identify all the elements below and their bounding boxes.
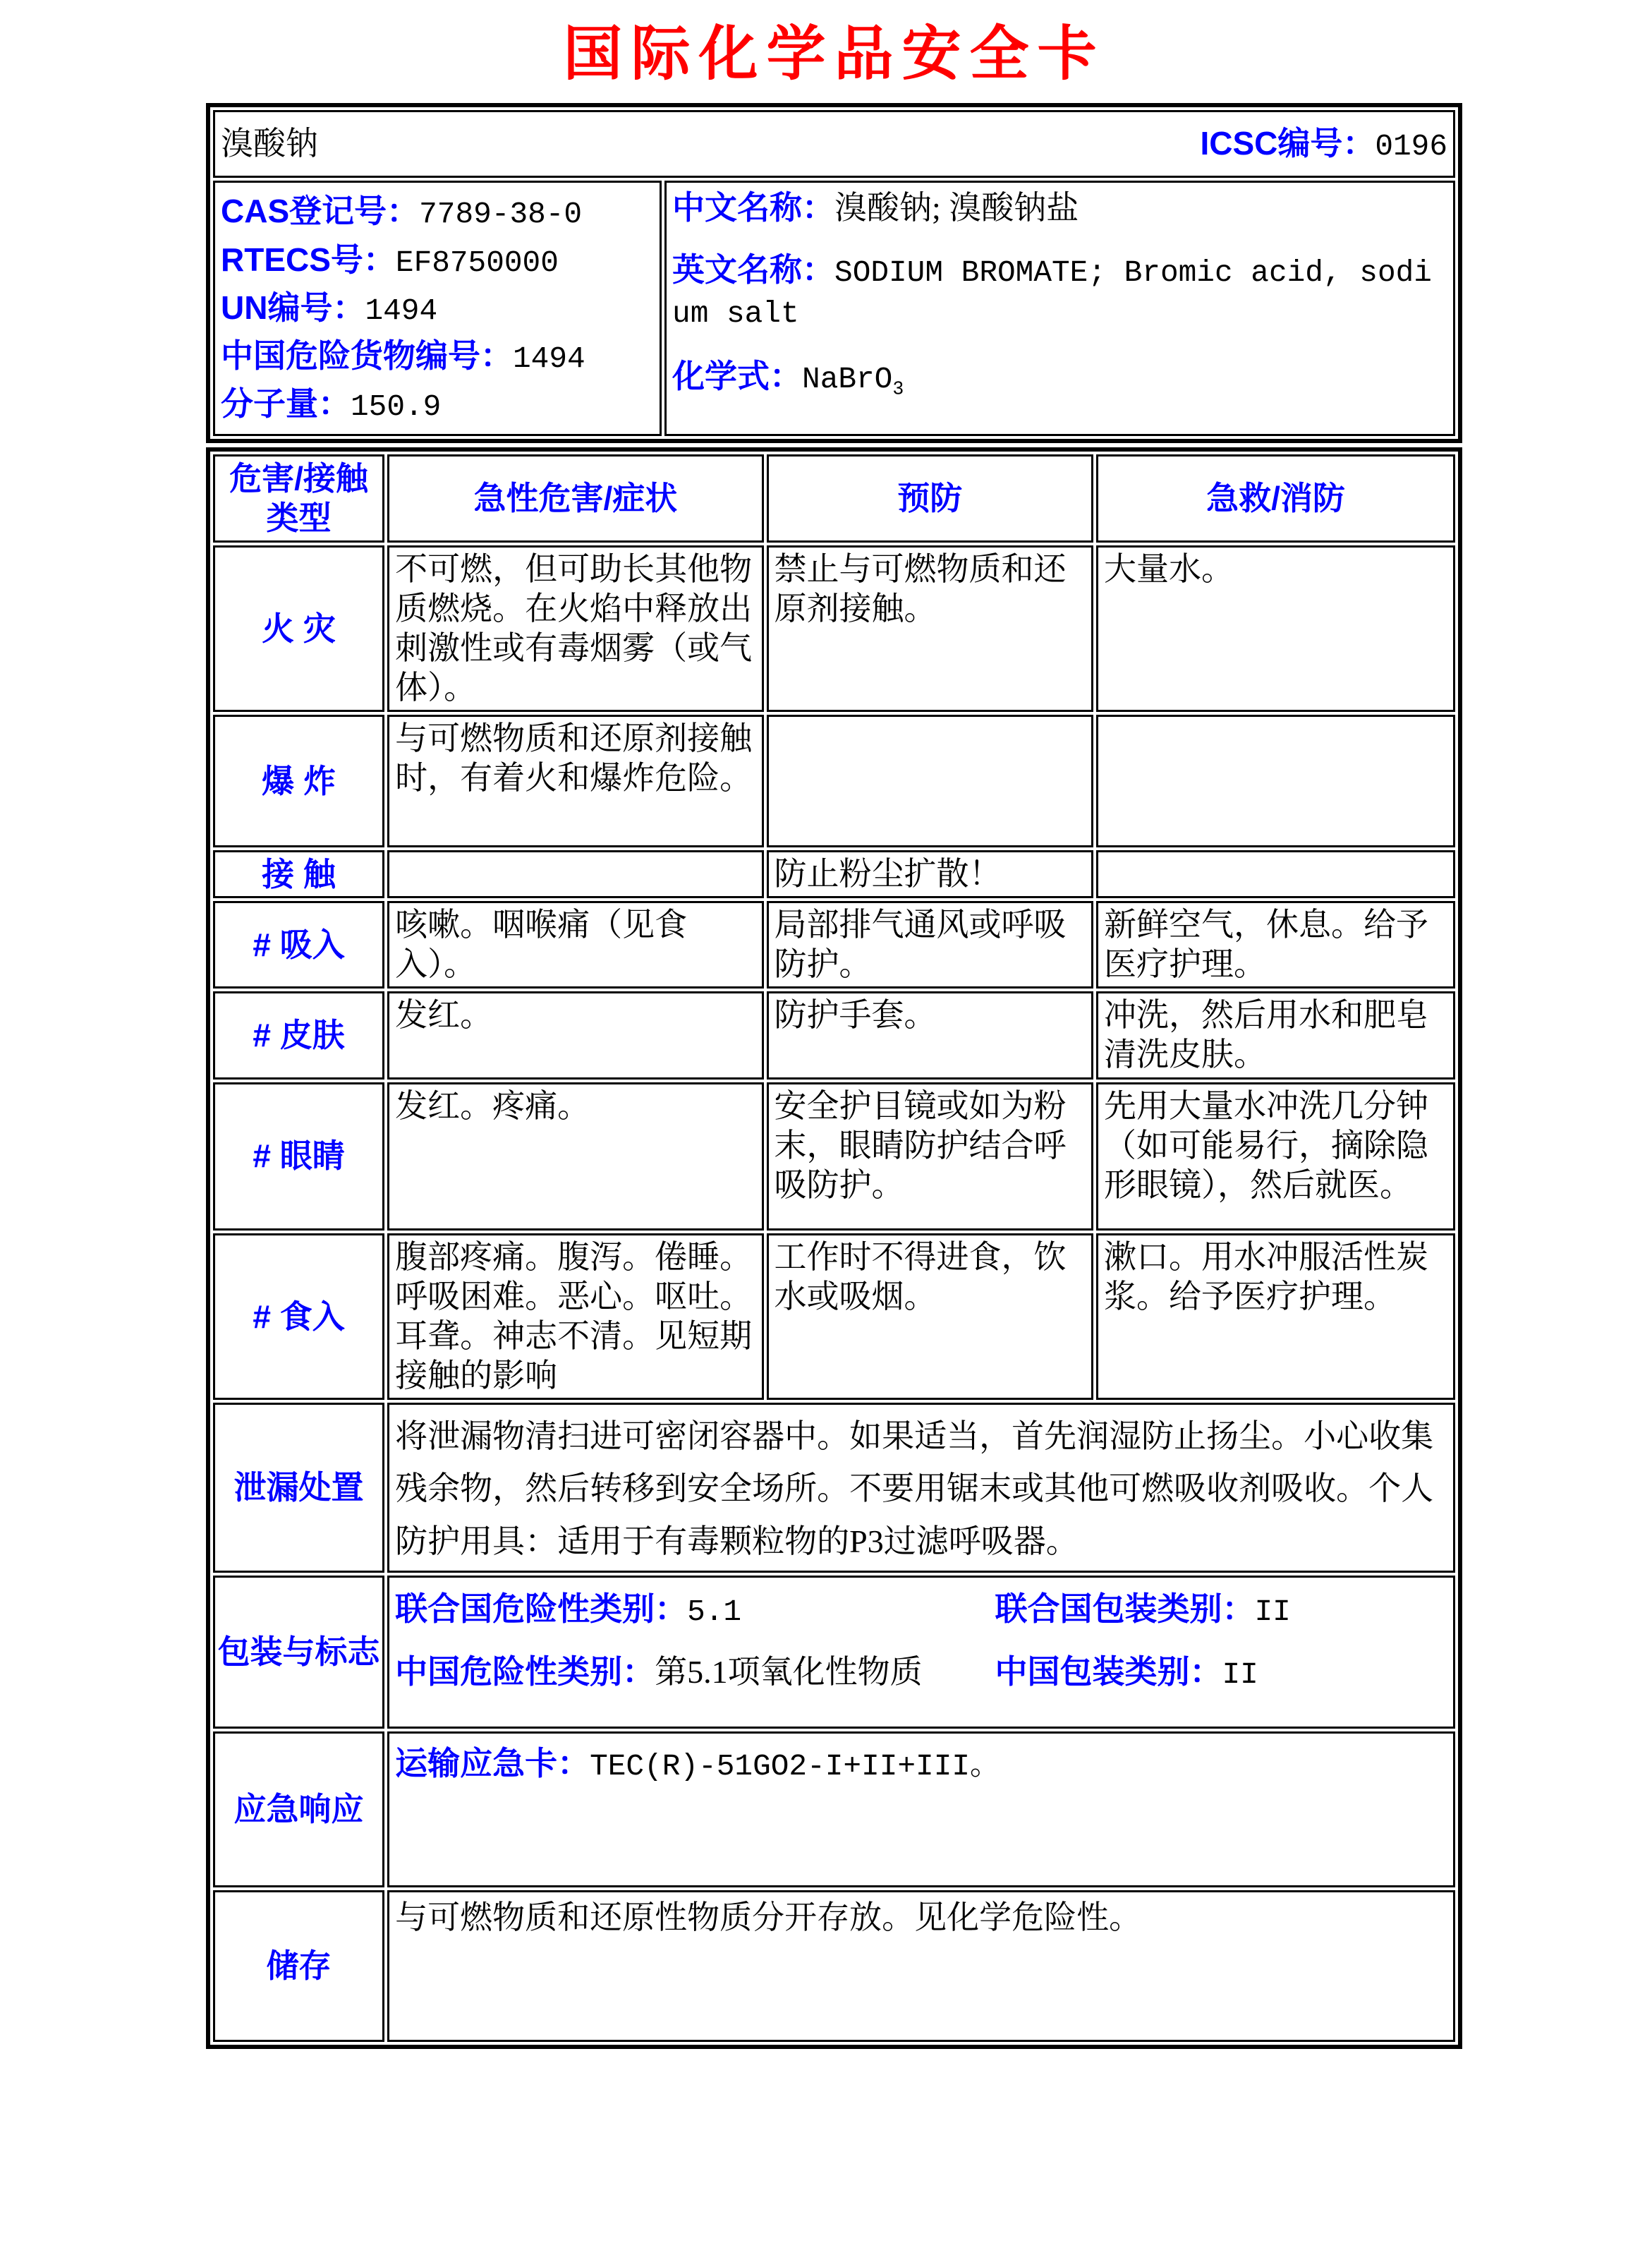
skin-row (213, 991, 1455, 1079)
name-cell (213, 110, 1455, 178)
exposure-first-aid (1096, 850, 1455, 898)
exposure-prevention: 防止粉尘扩散！ (767, 850, 1093, 898)
skin-first-aid: 冲洗，然后用水和肥皂清洗皮肤。 (1096, 991, 1455, 1079)
ingestion-label: # 食入 (213, 1233, 384, 1400)
inhalation-prevention: 局部排气通风或呼吸防护。 (767, 901, 1093, 989)
header-first-aid: 急救/消防 (1096, 454, 1455, 542)
un-packing-group-value: II (1254, 1594, 1291, 1629)
header-hazard-type: 危害/接触 类型 (213, 454, 384, 542)
ingestion-prevention: 工作时不得进食，饮水或吸烟。 (767, 1233, 1093, 1400)
fire-first-aid: 大量水。 (1096, 545, 1455, 712)
rtecs-number (221, 240, 654, 282)
registry-numbers-cell (213, 181, 662, 436)
chinese-name (672, 188, 1447, 228)
hazard-table-header-row (213, 454, 1455, 542)
emergency-response-cell (387, 1731, 1455, 1887)
storage-text: 与可燃物质和还原性物质分开存放。见化学危险性。 (387, 1890, 1455, 2042)
cn-hazard-class-label: 中国危险性类别： (395, 1652, 655, 1690)
un-number (221, 288, 654, 330)
fire-prevention: 禁止与可燃物质和还原剂接触。 (767, 545, 1093, 712)
exposure-label: 接 触 (213, 850, 384, 898)
fire-row (213, 545, 1455, 712)
packaging-labelling-cell (387, 1576, 1455, 1729)
page-title: 国际化学品安全卡 (563, 20, 1105, 87)
icsc-number-value: 0196 (1375, 128, 1447, 164)
explosion-prevention (767, 715, 1093, 847)
cas-number (221, 191, 654, 233)
spill-disposal-text: 将泄漏物清扫进可密闭容器中。如果适当，首先润湿防止扬尘。小心收集残余物，然后转移到安全场所。不要用锯末或其他可燃吸收剂吸收。个人防护用具：适用于有毒颗粒物的P3过滤呼吸器。 (387, 1403, 1455, 1573)
rtecs-number-value: EF8750000 (395, 245, 559, 280)
spill-disposal-row (213, 1403, 1455, 1573)
explosion-row (213, 715, 1455, 847)
cn-packing-group-label: 中国包装类别： (995, 1652, 1222, 1690)
cn-hazard-class (395, 1652, 995, 1693)
eyes-row (213, 1082, 1455, 1231)
icsc-number (1200, 123, 1447, 165)
inhalation-row (213, 901, 1455, 989)
emergency-response-label: 应急响应 (213, 1731, 384, 1887)
fire-symptoms: 不可燃，但可助长其他物质燃烧。在火焰中释放出刺激性或有毒烟雾（或气体）。 (387, 545, 763, 712)
chemical-identification-table (206, 103, 1462, 443)
china-dangerous-goods-number (221, 336, 654, 377)
name-row (213, 110, 1455, 178)
chinese-name-value: 溴酸钠; 溴酸钠盐 (834, 190, 1079, 226)
hazard-table (206, 447, 1462, 2048)
eyes-first-aid: 先用大量水冲洗几分钟（如可能易行，摘除隐形眼镜），然后就医。 (1096, 1082, 1455, 1231)
cn-classification-line (395, 1652, 1447, 1693)
emergency-response-row (213, 1731, 1455, 1887)
english-name (672, 250, 1447, 332)
explosion-symptoms: 与可燃物质和还原剂接触时，有着火和爆炸危险。 (387, 715, 763, 847)
fire-label: 火 灾 (213, 545, 384, 712)
eyes-label: # 眼睛 (213, 1082, 384, 1231)
un-packing-group (995, 1589, 1290, 1631)
molecular-weight (221, 384, 654, 425)
skin-symptoms: 发红。 (387, 991, 763, 1079)
header-acute-hazards: 急性危害/症状 (387, 454, 763, 542)
chemical-name: 溴酸钠 (221, 126, 318, 162)
exposure-row (213, 850, 1455, 898)
english-name-value: SODIUM BROMATE; Bromic acid, sodium salt (672, 255, 1432, 331)
chinese-name-label: 中文名称： (672, 189, 835, 226)
chemical-formula (672, 356, 1447, 401)
cn-packing-group (995, 1652, 1258, 1693)
cn-hazard-class-value: 第5.1项氧化性物质 (655, 1653, 923, 1690)
explosion-first-aid (1096, 715, 1455, 847)
cas-number-value: 7789-38-0 (419, 197, 583, 232)
skin-prevention: 防护手套。 (767, 991, 1093, 1079)
icsc-card-page (206, 0, 1462, 2049)
packaging-labelling-row (213, 1576, 1455, 1729)
skin-label: # 皮肤 (213, 991, 384, 1079)
transport-emergency-card-value: TEC(R)-51GO2-I+II+III。 (590, 1748, 1000, 1784)
molecular-weight-label: 分子量： (221, 385, 351, 423)
cn-packing-group-value: II (1222, 1657, 1258, 1692)
molecular-weight-value: 150.9 (351, 389, 442, 425)
un-classification-line (395, 1589, 1447, 1631)
rtecs-number-label: RTECS号： (221, 241, 396, 278)
chemical-formula-label: 化学式： (672, 357, 803, 394)
ingestion-symptoms: 腹部疼痛。腹泻。倦睡。呼吸困难。恶心。呕吐。耳聋。神志不清。见短期接触的影响 (387, 1233, 763, 1400)
inhalation-first-aid: 新鲜空气，休息。给予医疗护理。 (1096, 901, 1455, 989)
transport-emergency-card-label: 运输应急卡： (395, 1744, 590, 1782)
china-dangerous-goods-number-label: 中国危险货物编号： (221, 337, 513, 374)
cas-number-label: CAS登记号： (221, 193, 420, 230)
icsc-number-label: ICSC编号： (1200, 124, 1375, 162)
un-hazard-class-value: 5.1 (687, 1594, 742, 1629)
eyes-symptoms: 发红。疼痛。 (387, 1082, 763, 1231)
header-prevention: 预防 (767, 454, 1093, 542)
un-hazard-class-label: 联合国危险性类别： (395, 1590, 688, 1627)
eyes-prevention: 安全护目镜或如为粉末，眼睛防护结合呼吸防护。 (767, 1082, 1093, 1231)
ingestion-first-aid: 漱口。用水冲服活性炭浆。给予医疗护理。 (1096, 1233, 1455, 1400)
un-packing-group-label: 联合国包装类别： (995, 1590, 1255, 1627)
un-hazard-class (395, 1589, 995, 1631)
exposure-symptoms (387, 850, 763, 898)
un-number-value: 1494 (365, 293, 438, 328)
ingestion-row (213, 1233, 1455, 1400)
inhalation-label: # 吸入 (213, 901, 384, 989)
un-number-label: UN编号： (221, 289, 365, 326)
storage-label: 储存 (213, 1890, 384, 2042)
explosion-label: 爆 炸 (213, 715, 384, 847)
names-cell (664, 181, 1455, 436)
chemical-formula-value: NaBrO$_3$ (802, 361, 904, 400)
identifiers-row (213, 181, 1455, 436)
english-name-label: 英文名称： (672, 250, 835, 288)
inhalation-symptoms: 咳嗽。咽喉痛（见食入）。 (387, 901, 763, 989)
china-dangerous-goods-number-value: 1494 (513, 341, 585, 376)
spill-disposal-label: 泄漏处置 (213, 1403, 384, 1573)
packaging-labelling-label: 包装与标志 (213, 1576, 384, 1729)
storage-row (213, 1890, 1455, 2042)
